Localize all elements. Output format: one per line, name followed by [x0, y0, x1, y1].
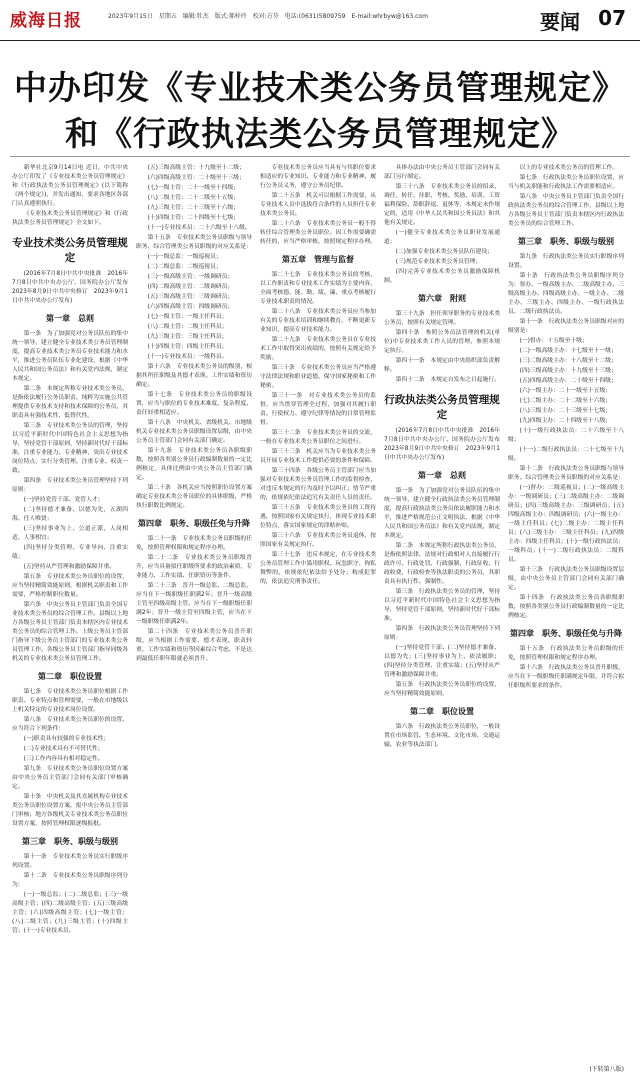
paragraph: (二)一级高级主办：十七级至十一级；: [519, 348, 617, 354]
publication-note: (2016年7月8日中共中央批准 2016年7月8日中共中央办公厅、国务院办公厅发布 2023年8月9日中共中央修订 2023年9月1日中共中央办公厅发布): [384, 428, 506, 461]
paragraph: 第三十九条 担任领导职务的专业技术类公务员，按照有关规定管理。: [384, 311, 500, 326]
paragraph: (十)四级主管：二十四级至十七级；: [147, 215, 240, 221]
headline-line-2: 和《行政执法类公务员管理规定》: [65, 114, 575, 153]
article-body: [12, 164, 630, 1072]
paragraph: (三)规范专业技术类公务员管理；: [395, 259, 482, 265]
paragraph: (一)坚持党管干部、党管人才；: [23, 497, 104, 503]
paragraph: 《专业技术类公务员管理规定》和《行政执法类公务员管理规定》全文如下。: [12, 211, 128, 226]
paragraph: 第七条 专业技术类公务员职位根据工作职责、专业特点和管理需要，一般在市地级以上机关特定的专业技术岗位设置。: [12, 689, 128, 713]
paragraph: 第三十八条 专业技术类公务员的招录、调任、转任、挂职、考核、奖励、培训、工资福利保险、辞职辞退、退休等，本规定未作规定的，适用《中华人民共和国公务员法》和其他有关规定。: [384, 184, 500, 226]
paragraph: 第四十条 参照公务员法管理的机关(单位)中专业技术类工作人员的管理，参照本规定执行。: [384, 330, 500, 354]
paragraph: 第五条 行政执法类公务员职位的设置，应当坚持精简效能原则。: [384, 682, 500, 697]
chapter-heading: 第三章 职务、职级与级别: [22, 837, 118, 846]
paragraph: 第二条 本规定所称行政执法类公务员，是指依照法律、法规对行政相对人直接履行行政许可、行政处罚、行政强制、行政征收、行政收费、行政检查等执法职责的公务员，其职责具有执行性、强制性。: [384, 543, 500, 585]
paragraph: 第一条 为了加强党对公务员队伍的集中统一领导，建立健全行政执法类公务员管理制度，提高行政执法类公务员依法履职能力和水平，推进严格规范公正文明执法，根据《中华人民共和国公务员法》和有关党内法规，制定本规定。: [384, 488, 500, 539]
paragraph: (五)三级高级主管：十九级至十二级；: [147, 165, 245, 171]
paragraph: 第三十条 专业技术类公务员应当严格遵守法律法规和职业道德，保守国家秘密和工作秘密。: [260, 365, 376, 389]
paragraph: (一)职责具有较强的专业技术性；: [23, 736, 110, 742]
paragraph: (九)三级主管：三级主任科员；: [147, 334, 228, 340]
section-title: 要闻: [540, 10, 580, 34]
paragraph: (九)三级主管：二十三级至十六级；: [147, 205, 240, 211]
article-column: [508, 164, 624, 1072]
paragraph: 第四条 行政执法类公务员管理坚持下列原则：: [384, 626, 500, 641]
paragraph: 第三十七条 违反本规定，在专业技术类公务员管理工作中滥用职权、玩忽职守、徇私舞弊的，依规依纪依法给予处分；构成犯罪的，依法追究刑事责任。: [260, 552, 376, 585]
paragraph: (三)工作内容具有相对稳定性。: [23, 756, 104, 762]
paragraph: 第十二条 专业技术类公务员职级序列分为：: [12, 873, 128, 888]
article-column: [384, 164, 506, 1072]
paragraph: (二)二级总监：二级巡视员；: [147, 264, 222, 270]
paragraph: 第一条 为了加强党对公务员队伍的集中统一领导，建立健全专业技术类公务员管理制度，提高专业技术类公务员专业技术能力和水平，推进公务员队伍专业化建设，根据《中华人民共和国公务员法》和有关党内法规，制定本规定。: [12, 331, 128, 382]
paragraph: (一)一级总监；(二)二级总监；(三)一级高级主管；(四)二级高级主管；(五)三级高级主管；(六)四级高级主管；(七)一级主管；(八)二级主管；(九)三级主管；(十)四级主管；(十一)专业技术员。: [12, 892, 128, 934]
paragraph: (三)一级高级主管：一级调研员；: [147, 274, 234, 280]
paragraph: 新华社北京9月14日电 近日，中共中央办公厅印发了《专业技术类公务员管理规定》和《行政执法类公务员管理规定》(以下简称《两个规定》)，并发出通知，要求各地区各部门认真遵照执行。: [12, 165, 128, 207]
chapter-heading: 第三章 职务、职级与级别: [518, 237, 614, 246]
paragraph: 第二十七条 专业技术类公务员的考核，以工作职责和专业技术工作实绩为主要内容，全面考核德、能、勤、绩、廉，重点考核履行专业技术职责的情况。: [260, 272, 376, 305]
chapter-heading: 第四章 职务、职级任免与升降: [510, 629, 622, 638]
paragraph: 第十六条 行政执法类公务员晋升职级，应当在下一级职级任职满规定年限，并符合拟任职级所要求的条件。: [508, 665, 624, 689]
paragraph: 第十八条 中央机关、省级机关、市地级机关专业技术类公务员职级设置层级，由中央公务员主管部门会同有关部门确定。: [136, 420, 252, 444]
paragraph: (九)四级主办：二十四级至十八级；: [519, 418, 612, 424]
paragraph: (五)坚持从严管理和激励保障并重。: [23, 564, 116, 570]
paragraph: (五)三级高级主管：三级调研员；: [147, 294, 234, 300]
regulation-title: 行政执法类公务员管理规定: [384, 394, 500, 421]
headline-line-1: 中办印发《专业技术类公务员管理规定》: [14, 68, 626, 107]
article-column: [260, 164, 376, 1072]
paragraph: 第三条 专业技术类公务员的管理，坚持以习近平新时代中国特色社会主义思想为指导，坚持党管干部原则，坚持新时代好干部标准，注重专业能力、专业精神，突出专业技术岗位特点，实行分类管理、注重专业、权责一致。: [12, 423, 128, 474]
paragraph: 第十六条 专业技术类公务员的级别，根据其所任职级及其德才表现、工作实绩和资历确定。: [136, 364, 252, 388]
paragraph: (八)三级主办：二十三级至十七级；: [519, 408, 612, 414]
regulation-title: 专业技术类公务员管理规定: [12, 237, 128, 264]
chapter-heading: 第六章 附则: [418, 294, 466, 303]
paragraph: 第二十五条 机关可以根据工作需要，从专业技术人员中选拔符合条件的人员担任专业技术类公务员。: [260, 193, 376, 217]
paragraph: 第四十二条 本规定自发布之日起施行。: [395, 377, 500, 383]
paragraph: 第七条 行政执法类公务员职位设置，应当与机关职能和行政执法工作需要相适应。: [508, 175, 624, 190]
paragraph: (十)一级行政执法员：二十六级至十八级；: [508, 428, 624, 443]
article-column: [136, 164, 252, 1072]
paragraph: 第二十条 各机关应当按照职位设置方案确定专业技术类公务员职位的具体职级，严格执行职数比例规定。: [136, 485, 252, 509]
paragraph: 第十条 行政执法类公务员职级序列分为：督办、一级高级主办、二级高级主办、三级高级主办、四级高级主办、一级主办、二级主办、三级主办、四级主办、一级行政执法员、二级行政执法员。: [508, 273, 624, 315]
paragraph: 第三十三条 机关应当为专业技术类公务员开展专业技术工作提供必要的条件和保障。: [260, 449, 376, 464]
publication-note: (2016年7月8日中共中央批准 2016年7月8日中共中央办公厅、国务院办公厅发布 2023年8月9日中共中央修订 2023年9月1日中共中央办公厅发布): [12, 271, 134, 304]
paragraph: 第十条 中央机关及其直属机构专业技术类公务员职位设置方案，报中央公务员主管部门审核；地方各级机关专业技术类公务员职位设置方案，按照管理权限逐级报批。: [12, 794, 128, 827]
paragraph: (一)督办：二级巡视员；(二)一级高级主办：一级调研员；(三)二级高级主办：二级调研员；(四)三级高级主办：三级调研员；(五)四级高级主办：四级调研员；(六)一级主办：一级主任科员；(七)二级主办：二级主任科员；(八)三级主办：三级主任科员；(九)四级主办：四级主任科员；(十)一级行政执法员：一级科员；(十一)二级行政执法员：二级科员。: [508, 485, 624, 563]
paragraph: 第二十二条 专业技术类公务员职级晋升，应当具备拟任职级所要求的政治素质、专业能力、工作实绩、任职资历等条件。: [136, 555, 252, 579]
paragraph: 第十七条 专业技术类公务员的职级设置，应当与职位的专业技术难度、复杂程度、责任轻重相适应。: [136, 392, 252, 416]
chapter-heading: 第二章 职位设置: [38, 672, 102, 681]
paragraph: 第二十四条 专业技术类公务员晋升职级，应当根据工作需要、德才表现、职责轻重、工作实绩和资历等因素综合考虑，不是达到最低任职年限就必须晋升。: [136, 629, 252, 662]
paragraph: (五)四级高级主办：二十级至十四级；: [519, 378, 617, 384]
paragraph: 第二十一条 专业技术类公务员职级的任免，按照管理权限和规定程序办理。: [136, 536, 252, 551]
paragraph: 第三十二条 专业技术类公务员的交流，一般在专业技术类公务员职位之间进行。: [260, 430, 376, 445]
paragraph: 第九条 专业技术类公务员职位设置方案由中央公务员主管部门会同有关部门审核确定。: [12, 766, 128, 790]
paragraph: 第三十四条 各级公务员主管部门应当加强对专业技术类公务员管理工作的监督检查，对违反本规定的行为及时予以纠正；情节严重的，依规依纪依法追究有关责任人员的责任。: [260, 468, 376, 501]
paragraph: 第十一条 行政执法类公务员职级对应的级别是：: [508, 319, 624, 334]
paragraph: (一)健全专业技术类公务员职业发展通道；: [384, 230, 500, 245]
paragraph: (二)加强专业技术类公务员队伍建设；: [395, 249, 493, 255]
paragraph: 第十三条 行政执法类公务员职级设置层级，由中央公务员主管部门会同有关部门确定。: [508, 567, 624, 591]
paragraph: 第三条 行政执法类公务员的管理，坚持以习近平新时代中国特色社会主义思想为指导，坚持党管干部原则，坚持新时代好干部标准。: [384, 589, 500, 622]
chapter-heading: 第一章 总则: [418, 471, 466, 480]
paragraph: 第五条 专业技术类公务员职位的设置，应当坚持精简效能原则，根据机关职责和工作需要，严格控制职位数量。: [12, 574, 128, 598]
headline-divider: [10, 156, 630, 157]
paragraph: (三)二级高级主办：十八级至十二级；: [519, 358, 617, 364]
newspaper-logo: 威海日报: [10, 11, 82, 31]
paragraph: 以上的专业技术类公务员的管理工作。: [519, 165, 619, 171]
paragraph: 第二十八条 专业技术类公务员应当参加有关的专业技术培训和继续教育，不断更新专业知识，提高专业技术能力。: [260, 309, 376, 333]
paragraph: 第八条 中央公务员主管部门负责全国行政执法类公务员的综合管理工作，县级以上地方各级公务员主管部门负责本辖区内行政执法类公务员的综合管理工作。: [508, 194, 624, 227]
article-column: [12, 164, 134, 1072]
paragraph: (一)一级总监：一级巡视员；: [147, 254, 222, 260]
page-number: 07: [598, 6, 626, 30]
chapter-heading: 第五章 管理与监督: [282, 255, 354, 264]
paragraph: (六)四级高级主管：四级调研员；: [147, 304, 234, 310]
paragraph: 第十二条 行政执法类公务员职级与领导职务、综合管理类公务员职级的对应关系是：: [508, 466, 624, 481]
paragraph: 第十五条 行政执法类公务员职级的任免，按照管理权限和规定程序办理。: [508, 646, 624, 661]
paragraph: 第十四条 行政执法类公务员各职级职数，按照各类别公务员行政编制数量的一定比例核定。: [508, 595, 624, 619]
paragraph: (六)四级高级主管：二十级至十三级；: [147, 175, 245, 181]
paragraph: 第四十一条 本规定由中央组织部负责解释。: [384, 358, 500, 373]
paragraph: (四)完善专业技术类公务员激励保障机制。: [384, 269, 500, 284]
paragraph: (二)坚持德才兼备、以德为先，五湖四海、任人唯贤；: [12, 507, 128, 522]
paragraph: (三)坚持事业为上、公道正派，人岗相适、人事相宜；: [12, 526, 128, 541]
paragraph: 第六条 中央公务员主管部门负责全国专业技术类公务员的综合管理工作。县级以上地方各级公务员主管部门负责本辖区内专业技术类公务员的综合管理工作。上级公务员主管部门指导下级公务员主管部门的专业技术类公务员管理工作。各级公务员主管部门指导同级各机关的专业技术类公务员管理工作。: [12, 602, 128, 662]
paragraph: 第八条 专业技术类公务员职位的设置，应当符合下列条件：: [12, 717, 128, 732]
paragraph: 第六条 行政执法类公务员职位，一般设置在市场监管、生态环境、文化市场、交通运输、农业等执法部门。: [384, 724, 500, 748]
issue-meta: 2023年9月15日 星期五 编辑:牡杰 版式:郝梓玲 校对:方芬 电话:(0631)5809759 E-mail:whrbyw@163.com: [108, 13, 428, 20]
paragraph: 第三十六条 专业技术类公务员退休，按照国家有关规定执行。: [260, 533, 376, 548]
paragraph: (七)一级主管：一级主任科员；: [147, 314, 228, 320]
paragraph: 第二条 本规定所称专业技术类公务员，是指依法履行公务员职责、纯粹为实施公共管理提供专业技术支持和技术保障的公务员，其职责具有强技术性、低替代性。: [12, 386, 128, 419]
paragraph: 第二十三条 晋升一级总监、二级总监，应当在下一级职级任职满2年；晋升一级高级主管至四级高级主管，应当在下一级职级任职满2年；晋升一级主管至四级主管，应当在下一级职级任职满2年。: [136, 583, 252, 625]
paragraph: (十)四级主管：四级主任科员；: [147, 344, 228, 350]
paragraph: (十一)专业技术员：二十六级至十八级。: [147, 225, 251, 231]
paragraph: (四)三级高级主办：十九级至十三级；: [519, 368, 617, 374]
paragraph: 第二十六条 专业技术类公务员一般不得转任综合管理类公务员职位。因工作需要确需转任的，应当严格审核，按照规定程序办理。: [260, 221, 376, 245]
paragraph: (六)一级主办：二十一级至十五级；: [519, 388, 612, 394]
paragraph: 具体办法由中央公务员主管部门会同有关部门另行制定。: [384, 165, 500, 180]
paragraph: (七)一级主管：二十一级至十四级；: [147, 185, 240, 191]
paragraph: 第九条 行政执法类公务员实行职级序列设置。: [508, 254, 624, 269]
chapter-heading: 第二章 职位设置: [410, 707, 474, 716]
chapter-heading: 第一章 总则: [46, 314, 94, 323]
paragraph: 第二十九条 专业技术类公务员在专业技术工作中取得突出成绩的，按照有关规定给予奖励。: [260, 337, 376, 361]
paragraph: (一)督办：十五级至十级；: [519, 338, 588, 344]
paragraph: 第三十一条 对专业技术类公务员的监督，应当贯穿管理全过程，加强对其履行职责、行使权力、遵守纪律等情况的日常管理监督。: [260, 393, 376, 426]
paragraph: 第三十五条 专业技术类公务员的工资待遇，按照国家有关规定执行，体现专业技术职位特点，落实国家规定的津贴补贴。: [260, 505, 376, 529]
paragraph: 第四条 专业技术类公务员管理坚持下列原则：: [12, 478, 128, 493]
continued-note: (下转第八版): [589, 1066, 624, 1073]
paragraph: (八)二级主管：二十二级至十五级；: [147, 195, 240, 201]
paragraph: (八)二级主管：二级主任科员；: [147, 324, 228, 330]
paragraph: (十一)二级行政执法员：二十七级至十九级。: [508, 447, 624, 462]
paragraph: 第十九条 专业技术类公务员各职级职数，按照各类别公务员行政编制数量的一定比例核定，具体比例由中央公务员主管部门确定。: [136, 448, 252, 481]
paragraph: 第十一条 专业技术类公务员实行职级序列设置。: [12, 854, 128, 869]
masthead: [0, 0, 640, 41]
paragraph: (四)坚持分类管理、专业导向、注重实绩；: [12, 545, 128, 560]
paragraph: (一)坚持党管干部；(二)坚持德才兼备、以德为先；(三)坚持事业为上、依法履职；(四)坚持分类管理、注重实绩；(五)坚持从严管理和激励保障并重。: [384, 645, 500, 678]
paragraph: (十一)专业技术员：一级科员。: [147, 354, 228, 360]
paragraph: 第十五条 专业技术类公务员职级与领导职务、综合管理类公务员职级的对应关系是：: [136, 235, 252, 250]
paragraph: (四)二级高级主管：二级调研员；: [147, 284, 234, 290]
paragraph: 专业技术类公务员应当具有与其职位要求相适应的专业知识、专业能力和专业精神，履行公务员义务，遵守公务员纪律。: [260, 165, 376, 189]
paragraph: (七)二级主办：二十二级至十六级；: [519, 398, 612, 404]
paragraph: (二)专业技术具有不可替代性；: [23, 746, 104, 752]
chapter-heading: 第四章 职务、职级任免与升降: [138, 519, 250, 528]
